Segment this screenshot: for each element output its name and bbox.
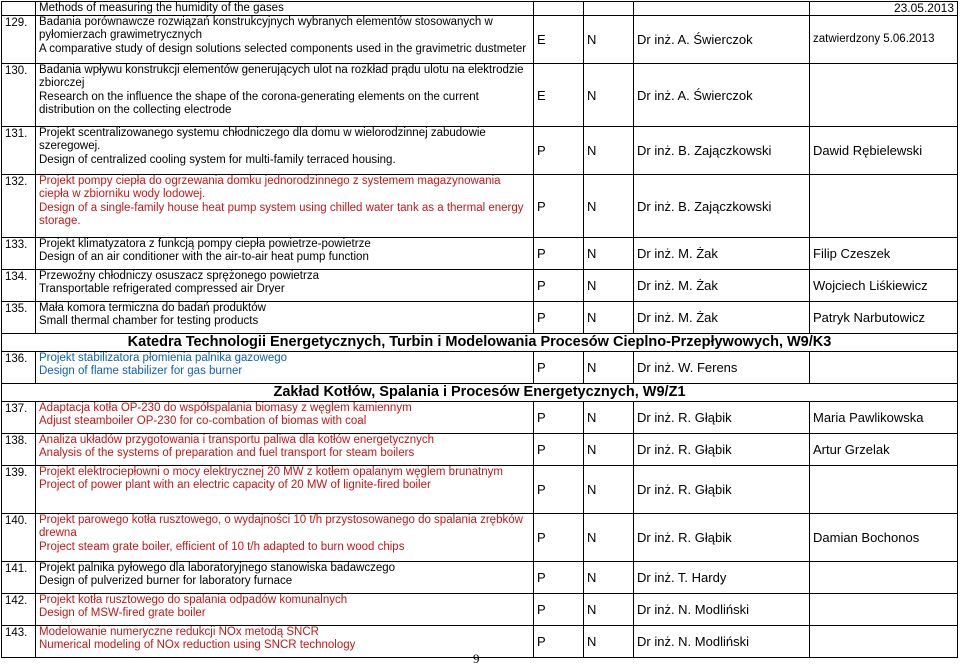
topic-cell	[36, 238, 534, 270]
table-row	[2, 562, 958, 594]
study-mode: N	[584, 127, 634, 175]
topic-title-en: Research on the influence the shape of the corona-generating elements on the current distribution on the collecting electrode	[39, 90, 479, 116]
row-number: 137.	[2, 402, 36, 434]
supervisor: Dr inż. M. Żak	[634, 302, 810, 334]
student-or-status: Dawid Rębielewski	[810, 127, 958, 175]
supervisor: Dr inż. N. Modliński	[634, 594, 810, 626]
student-or-status	[810, 562, 958, 594]
topic-type: P	[534, 514, 584, 562]
student-or-status: Patryk Narbutowicz	[810, 302, 958, 334]
topic-title-pl: Analiza układów przygotowania i transportu paliwa dla kotłów energetycznych	[39, 434, 435, 447]
topic-cell	[36, 562, 534, 594]
study-mode: N	[584, 562, 634, 594]
topic-title: Methods of measuring the humidity of the gases	[36, 2, 534, 16]
table-row	[2, 175, 958, 238]
supervisor: Dr inż. R. Głąbik	[634, 434, 810, 466]
study-mode: N	[584, 270, 634, 302]
topic-cell	[36, 594, 534, 626]
table-row	[2, 352, 958, 384]
supervisor: Dr inż. M. Żak	[634, 270, 810, 302]
table-row	[2, 434, 958, 466]
supervisor: Dr inż. R. Głąbik	[634, 466, 810, 514]
topic-title-pl: Badania wpływu konstrukcji elementów generujących ulot na rozkład prądu ulotu na elektrodzie zbiorczej	[39, 64, 524, 90]
table-row	[2, 16, 958, 64]
student-or-status	[810, 466, 958, 514]
topic-title-pl: Projekt parowego kotła rusztowego, o wydajności 10 t/h przystosowanego do spalania zrębków drewna	[39, 514, 523, 540]
student-or-status: Maria Pawlikowska	[810, 402, 958, 434]
row-number: 136.	[2, 352, 36, 384]
topic-type: E	[534, 64, 584, 127]
row-number: 130.	[2, 64, 36, 127]
topic-type: P	[534, 175, 584, 238]
student-or-status: Artur Grzelak	[810, 434, 958, 466]
topic-type: P	[534, 127, 584, 175]
topic-cell	[36, 514, 534, 562]
topic-title-en: Design of pulverized burner for laboratory furnace	[39, 575, 293, 588]
topic-title-pl: Modelowanie numeryczne redukcji NOx metodą SNCR	[39, 626, 319, 639]
topic-type: P	[534, 270, 584, 302]
topic-title-en: Analysis of the systems of preparation and fuel transport for steam boilers	[39, 447, 415, 460]
row-number: 139.	[2, 466, 36, 514]
table-row	[2, 127, 958, 175]
topic-type: P	[534, 302, 584, 334]
topic-cell	[36, 127, 534, 175]
topic-title-en: A comparative study of design solutions selected components used in the gravimetric dustmeter	[39, 42, 527, 55]
row-number: 140.	[2, 514, 36, 562]
student-or-status	[810, 64, 958, 127]
table-row	[2, 302, 958, 334]
supervisor: Dr inż. B. Zajączkowski	[634, 175, 810, 238]
topic-title-en: Transportable refrigerated compressed air Dryer	[39, 283, 285, 296]
topic-type: E	[534, 16, 584, 64]
study-mode: N	[584, 594, 634, 626]
student-or-status	[810, 594, 958, 626]
topic-title-en: Design of centralized cooling system for multi-family terraced housing.	[39, 153, 396, 166]
row-number: 129.	[2, 16, 36, 64]
study-mode: N	[584, 238, 634, 270]
row-number: 142.	[2, 594, 36, 626]
table-row	[2, 402, 958, 434]
department-header: Zakład Kotłów, Spalania i Procesów Energetycznych, W9/Z1	[2, 384, 958, 402]
student-or-status: Damian Bochonos	[810, 514, 958, 562]
supervisor: Dr inż. R. Głąbik	[634, 402, 810, 434]
topic-cell	[36, 64, 534, 127]
table-row	[2, 466, 958, 514]
topic-type: P	[534, 594, 584, 626]
study-mode: N	[584, 302, 634, 334]
topic-title-pl: Projekt klimatyzatora z funkcją pompy ciepła powietrze-powietrze	[39, 238, 371, 251]
topic-title-pl: Projekt scentralizowanego systemu chłodniczego dla domu w wielorodzinnej zabudowie szeregowej.	[39, 127, 486, 153]
topic-cell	[36, 302, 534, 334]
topic-type: P	[534, 562, 584, 594]
department-header-row	[2, 334, 958, 352]
page-number: 9	[473, 651, 480, 666]
table-row	[2, 594, 958, 626]
date: 23.05.2013	[810, 2, 958, 16]
topic-title-pl: Przewoźny chłodniczy osuszacz sprężonego powietrza	[39, 270, 319, 283]
topic-title-en: Design of MSW-fired grate boiler	[39, 607, 206, 620]
row-number: 131.	[2, 127, 36, 175]
topic-title-en: Design of a single-family house heat pump system using chilled water tank as a thermal energy storage.	[39, 201, 524, 227]
row-number: 134.	[2, 270, 36, 302]
topic-title-pl: Projekt pompy ciepła do ogrzewania domku jednorodzinnego z systemem magazynowania ciepła w zbiorniku wody lodowej.	[39, 175, 501, 201]
table-row	[2, 270, 958, 302]
supervisor: Dr inż. M. Żak	[634, 238, 810, 270]
study-mode: N	[584, 402, 634, 434]
topic-cell	[36, 352, 534, 384]
study-mode: N	[584, 64, 634, 127]
topic-title-pl: Badania porównawcze rozwiązań konstrukcyjnych wybranych elementów stosowanych w pyłomierzach grawimetrycznych	[39, 16, 493, 42]
student-or-status: zatwierdzony 5.06.2013	[810, 16, 958, 64]
row-number: 143.	[2, 626, 36, 658]
row-number: 138.	[2, 434, 36, 466]
topic-title-en: Numerical modeling of NOx reduction using SNCR technology	[39, 639, 356, 652]
topic-title-en: Design of an air conditioner with the air-to-air heat pump function	[39, 251, 369, 264]
supervisor: Dr inż. T. Hardy	[634, 562, 810, 594]
study-mode: N	[584, 626, 634, 658]
table-row	[2, 238, 958, 270]
topic-type: P	[534, 238, 584, 270]
topic-type: P	[534, 434, 584, 466]
topic-title-en: Adjust steamboiler OP-230 for co-combation of biomas with coal	[39, 415, 367, 428]
supervisor: Dr inż. B. Zajączkowski	[634, 127, 810, 175]
study-mode: N	[584, 466, 634, 514]
table-row	[2, 514, 958, 562]
topic-title-pl: Projekt stabilizatora płomienia palnika gazowego	[39, 352, 288, 365]
topic-title-pl: Projekt elektrociepłowni o mocy elektrycznej 20 MW z kotłem opalanym węglem brunatnym	[39, 466, 504, 479]
row-number: 135.	[2, 302, 36, 334]
topic-title-pl: Projekt palnika pyłowego dla laboratoryjnego stanowiska badawczego	[39, 562, 396, 575]
student-or-status: Filip Czeszek	[810, 238, 958, 270]
topic-title-en: Design of flame stabilizer for gas burner	[39, 365, 243, 378]
study-mode: N	[584, 514, 634, 562]
study-mode: N	[584, 175, 634, 238]
topic-cell	[36, 626, 534, 658]
supervisor: Dr inż. W. Ferens	[634, 352, 810, 384]
study-mode: N	[584, 16, 634, 64]
table-row	[2, 2, 958, 16]
supervisor: Dr inż. N. Modliński	[634, 626, 810, 658]
student-or-status	[810, 175, 958, 238]
topic-type: P	[534, 402, 584, 434]
topic-cell	[36, 175, 534, 238]
supervisor: Dr inż. R. Głąbik	[634, 514, 810, 562]
table-row	[2, 64, 958, 127]
topic-title-en: Project of power plant with an electric capacity of 20 MW of lignite-fired boiler	[39, 479, 431, 492]
topic-title-pl: Mała komora termiczna do badań produktów	[39, 302, 266, 315]
supervisor: Dr inż. A. Świerczok	[634, 64, 810, 127]
topic-cell	[36, 402, 534, 434]
topic-title-pl: Adaptacja kotła OP-230 do współspalania biomasy z węglem kamiennym	[39, 402, 412, 415]
department-header-row	[2, 384, 958, 402]
topic-cell	[36, 466, 534, 514]
row-number: 132.	[2, 175, 36, 238]
topic-title-en: Small thermal chamber for testing products	[39, 315, 259, 328]
topic-cell	[36, 16, 534, 64]
topic-cell	[36, 270, 534, 302]
student-or-status: Wojciech Liśkiewicz	[810, 270, 958, 302]
row-number: 141.	[2, 562, 36, 594]
topic-title-en: Project steam grate boiler, efficient of 10 t/h adapted to burn wood chips	[39, 540, 405, 553]
topic-type: P	[534, 352, 584, 384]
student-or-status	[810, 352, 958, 384]
study-mode: N	[584, 352, 634, 384]
row-number: 133.	[2, 238, 36, 270]
topic-cell	[36, 434, 534, 466]
topic-type: P	[534, 466, 584, 514]
supervisor: Dr inż. A. Świerczok	[634, 16, 810, 64]
student-or-status	[810, 626, 958, 658]
study-mode: N	[584, 434, 634, 466]
department-header: Katedra Technologii Energetycznych, Turbin i Modelowania Procesów Cieplno-Przepływowych, W9/K3	[2, 334, 958, 352]
table-row	[2, 626, 958, 658]
thesis-topics-table	[1, 1, 958, 658]
topic-type: P	[534, 626, 584, 658]
topic-title-pl: Projekt kotła rusztowego do spalania odpadów komunalnych	[39, 594, 348, 607]
